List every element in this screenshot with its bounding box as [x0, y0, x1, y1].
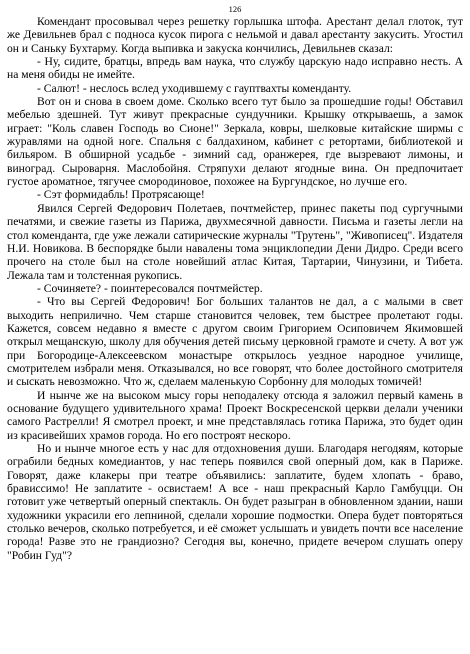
paragraph: - Сочиняете? - поинтересовался почтмейстер. — [37, 281, 263, 295]
paragraph: Вот он и снова в своем доме. Сколько всего тут было за прошедшие годы! Обставил мебелью здешней. Тут живут прекрасные сундучники. Крышку открываешь, а замок играет: "Коль славен Господь во Сионе!" Зеркала, ковры, шелковые китайские ширмы с журавлями на одной ноге. Спальня с балдахином, кабинет с ретортами, библиотекой и бильяром. В обширной усадьбе - зимний сад, оранжерея, где вызревают лимоны, и виноград. Сыроварня. Маслобойня. Стряпухи делают ягодные вина. Он предпочитает густое ароматное, тягучее смородиновое, похожее на Бургундское, но лучше его. — [7, 95, 463, 189]
paragraph: Комендант просовывал через решетку горлышка штофа. Арестант делал глоток, тут же Девильнев брал с подноса кусок пирога с нельмой и давал арестанту закусить. Угостил он и Саньку Бухтарму. Когда выпивка и закуска кончились, Девильнев сказал: — [7, 15, 463, 55]
paragraph: Явился Сергей Федорович Полетаев, почтмейстер, принес пакеты под сургучными печатями, и свежие газеты из Парижа, двухмесячной давности. Письма и газеты легли на стол коменданта, где уже лежали сатирические журналы "Трутень", "Живописец". Издателя Н.И. Новикова. В беспорядке были навалены тома энциклопедии Дени Дидро. Среди всего прочего на столе был на столе новейший атлас Китая, Тартарии, Чинузини, и Тибета. Лежала там и толстенная рукопись. — [7, 201, 463, 282]
page-number: 126 — [228, 4, 242, 14]
paragraph: - Салют! - неслось вслед уходившему с гауптвахты коменданту. — [37, 81, 352, 95]
page-body — [7, 15, 463, 562]
paragraph: - Ну, сидите, братцы, впредь вам наука, что службу царскую надо исправно несть. А на меня обиды не имейте. — [7, 55, 463, 82]
paragraph: Но и нынче многое есть у нас для отдохновения души. Благодаря негодяям, которые ограбили бедных комедиантов, у нас теперь появился свой оперный дом, как в Париже. Говорят, даже клакеры при театре объявились: заплатите, будем хлопать - браво, брависсимо! Не заплатите - освистаем! А все - наш прекрасный Карло Гамбуцци. Он готовит уже четвертый оперный спектакль. Он будет разыгран в обновленном здании, наши художники украсили его лепниной, сделали хорошие подмостки. Опера будет повторяться столько вечеров, сколько потребуется, и её сможет услышать и увидеть почти все население города! Разве это не грандиозно? Сегодня вы, конечно, придете вечером слушать оперу "Робин Гуд"? — [7, 442, 463, 562]
paragraph: И нынче же на высоком мысу горы неподалеку отсюда я заложил первый камень в основание будущего удивительного храма! Проект Воскресенской церкви делали ученики самого Растрелли! Я смотрел проект, и мне представлялась готика Парижа, это будет один из красивейших храмов города. Но его построят нескоро. — [7, 388, 463, 442]
paragraph: - Что вы Сергей Федорович! Бог больших талантов не дал, а с малыми в свет выходить неприлично. Чем старше становится человек, тем быстрее пролетают годы. Кажется, совсем недавно я вместе с другом своим Григорием Осиповичем Якимовшей открыл мещанскую, школу для обучения детей письму церковной грамоте и счету. А вот уж при Богородице-Алексеевском монастыре открылось уездное народное училище, смотрителем избрали меня. Отказывался, но все говорят, что более достойного смотрителя и сыскать невозможно. Что ж, сделаем маленькую Сорбонну для молодых томичей! — [7, 295, 463, 389]
paragraph: - Сэт формидабль! Протрясающе! — [37, 188, 205, 202]
